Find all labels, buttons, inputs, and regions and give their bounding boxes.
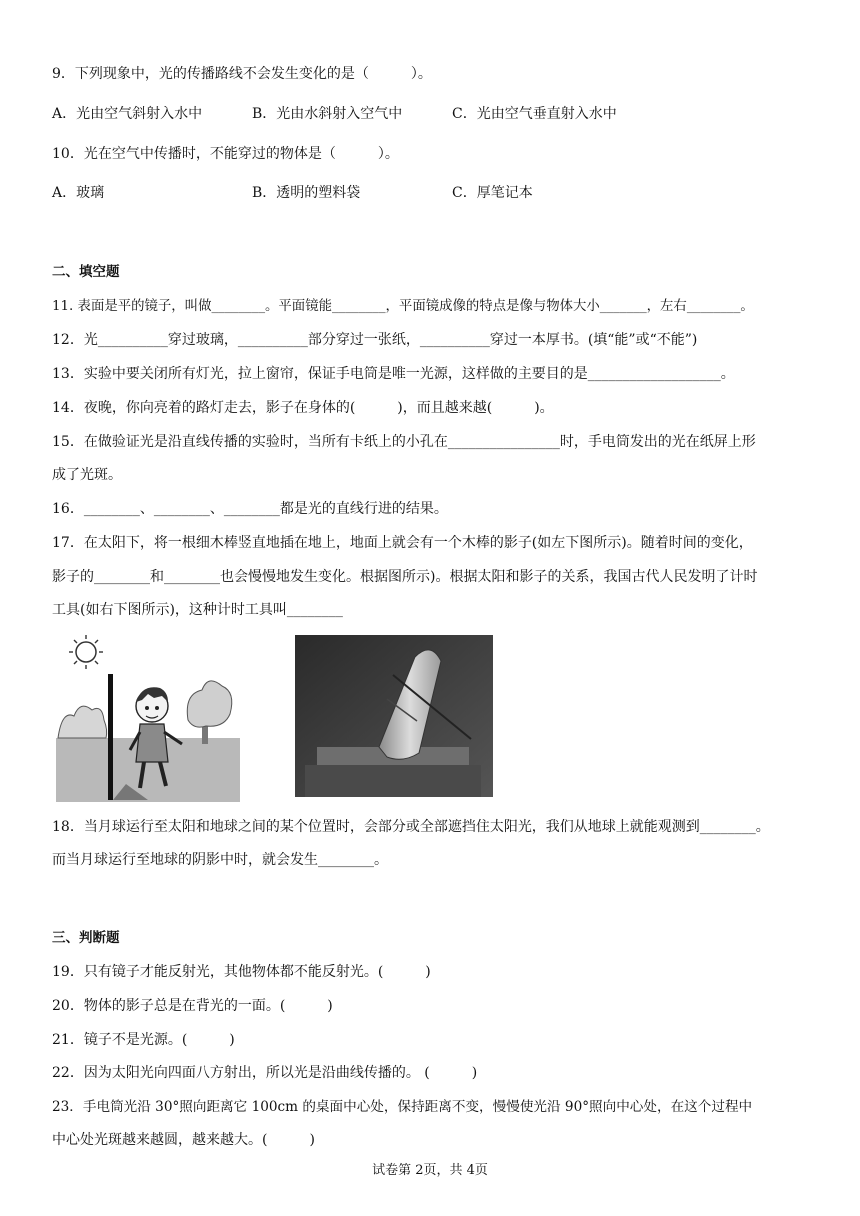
question-17-line-2: 影子的________和________也会慢慢地发生变化。根据图所示)。根据太阳和影子的关系，我国古代人民发明了计时: [52, 569, 758, 585]
question-9-option-a: A．光由空气斜射入水中: [52, 106, 203, 122]
section-heading-true-false: 三、判断题: [52, 930, 120, 946]
question-11: 11. 表面是平的镜子，叫做________。平面镜能________，平面镜成像的特点是像与物体大小_______，左右________。: [52, 299, 754, 314]
question-10-stem: 10．光在空气中传播时，不能穿过的物体是（ ）。: [52, 146, 399, 162]
tree: [187, 681, 232, 744]
question-23-line-2: 中心处光斑越来越圆，越来越大。( ): [52, 1132, 315, 1148]
question-15-line-1: 15．在做验证光是沿直线传播的实验时，当所有卡纸上的小孔在________________时，手电筒发出的光在纸屏上形: [52, 434, 756, 450]
question-15-line-2: 成了光斑。: [52, 467, 122, 483]
bush: [58, 706, 107, 738]
sundial-photo: [295, 635, 493, 797]
question-17-line-3: 工具(如右下图所示)，这种计时工具叫________: [52, 602, 343, 618]
question-20: 20．物体的影子总是在背光的一面。( ): [52, 998, 333, 1014]
stick: [108, 674, 113, 800]
question-13: 13．实验中要关闭所有灯光，拉上窗帘，保证手电筒是唯一光源，这样做的主要目的是___________________。: [52, 366, 735, 382]
question-10-option-b: B．透明的塑料袋: [252, 185, 361, 201]
question-19: 19．只有镜子才能反射光，其他物体都不能反射光。( ): [52, 964, 431, 980]
question-9-option-c: C．光由空气垂直射入水中: [452, 106, 617, 122]
question-21: 21．镜子不是光源。( ): [52, 1032, 235, 1048]
question-23-line-1: 23．手电筒光沿 30°照向距离它 100cm 的桌面中心处，保持距离不变，慢慢使光沿 90°照向中心处，在这个过程中: [52, 1099, 753, 1115]
question-10-option-c: C．厚笔记本: [452, 185, 533, 201]
section-heading-fill-in: 二、填空题: [52, 264, 120, 280]
question-12: 12．光__________穿过玻璃，__________部分穿过一张纸，__________穿过一本厚书。(填“能”或“不能”): [52, 332, 698, 348]
page-footer: 试卷第 2页，共 4页: [372, 1163, 488, 1178]
question-18-line-1: 18．当月球运行至太阳和地球之间的某个位置时，会部分或全部遮挡住太阳光，我们从地球上就能观测到________。: [52, 819, 770, 835]
question-9-option-b: B．光由水斜射入空气中: [252, 106, 403, 122]
sundial-base: [305, 765, 481, 797]
question-9-stem: 9．下列现象中，光的传播路线不会发生变化的是（ ）。: [52, 66, 432, 82]
shadow-stick-figure: [56, 634, 240, 802]
sun-icon: [69, 635, 103, 669]
question-16: 16．________、________、________都是光的直线行进的结果。: [52, 501, 448, 517]
question-10-option-a: A．玻璃: [52, 185, 105, 201]
question-22: 22．因为太阳光向四面八方射出，所以光是沿曲线传播的。 ( ): [52, 1065, 478, 1081]
question-14: 14．夜晚，你向亮着的路灯走去，影子在身体的( )，而且越来越( )。: [52, 400, 554, 416]
question-18-line-2: 而当月球运行至地球的阴影中时，就会发生________。: [52, 852, 388, 868]
question-17-line-1: 17．在太阳下，将一根细木棒竖直地插在地上，地面上就会有一个木棒的影子(如左下图所示)。随着时间的变化，: [52, 535, 753, 551]
